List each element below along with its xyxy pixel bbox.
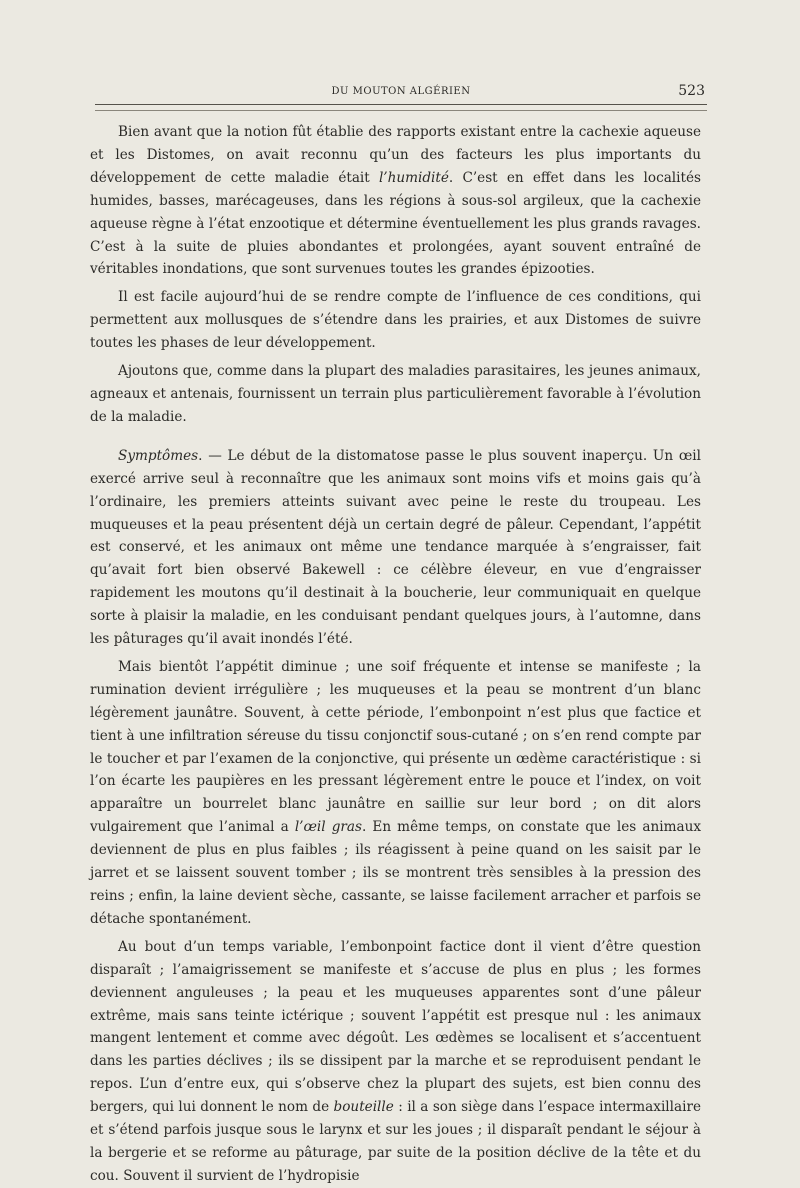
text-run: . C’est en effet dans les localités humides, basses, marécageuses, dans les régions à sous-sol argileux, que la cachexie aqueuse règne à l’état enzootique et détermine éventuellement les plus grands ravages. C’est à la suite de pluies abondantes et prolongées, ayant souvent entraîné de véritables inondations, que sont survenues toutes les grandes épizooties.	[90, 169, 701, 278]
paragraph-symptomes	[90, 445, 701, 651]
text-run: Ajoutons que, comme dans la plupart des maladies parasitaires, les jeunes animaux, agneaux et antenais, fournissent un terrain plus particulièrement favorable à l’évolution de la maladie.	[90, 363, 701, 425]
text-run: : il a son siège dans l’espace intermaxillaire et s’étend parfois jusque sous le larynx et sur les joues ; il disparaît pendant le séjour à la bergerie et se reforme au pâturage, par suite de la position déclive de la tête et du cou. Souvent il survient de l’hydropisie	[90, 1099, 701, 1184]
text-run: . En même temps, on constate que les animaux deviennent de plus en plus faibles ; ils réagissent à peine quand on les saisit par le jarret et se laissent souvent tomber ; ils se montrent très sensibles à la pression des reins ; enfin, la laine devient sèche, cassante, se laisse facilement arracher et parfois se détache spontanément.	[90, 819, 701, 927]
body-text	[90, 121, 701, 1188]
italic-term: l’humidité	[378, 169, 449, 186]
page-number: 523	[678, 83, 705, 99]
text-run: Au bout d’un temps variable, l’embonpoint factice dont il vient d’être question disparaît ; l’amaigrissement se manifeste et s’accuse de plus en plus ; les formes deviennent anguleuses ; la peau et les muqueuses apparentes sont d’une pâleur extrême, mais sans teinte ictérique ; souvent l’appétit est presque nul : les animaux mangent lentement et comme avec dégoût. Les œdèmes se localisent et s’accentuent dans les parties déclives ; ils se dissipent par la marche et se reproduisent pendant le repos. L’un d’entre eux, qui s’observe chez la plupart des sujets, est bien connu des bergers, qui lui donnent le nom de	[90, 938, 701, 1116]
italic-term: Symptômes	[118, 447, 199, 464]
text-run: Bien avant que la notion fût établie des rapports existant entre la cachexie aqueuse et les Distomes, on avait reconnu qu’un des facteurs les plus importants du développement de cette maladie était	[90, 124, 701, 186]
paragraph-mollusques	[90, 286, 701, 355]
text-run: Il est facile aujourd’hui de se rendre compte de l’influence de ces conditions, qui permettent aux mollusques de s’étendre dans les prairies, et aux Distomes de suivre toutes les phases de leur développement.	[90, 289, 701, 352]
page-header	[95, 83, 707, 104]
text-run: Mais bientôt l’appétit diminue ; une soif fréquente et intense se manifeste ; la rumination devient irrégulière ; les muqueuses et la peau se montrent d’un blanc légèrement jaunâtre. Souvent, à cette période, l’embonpoint n’est plus que factice et tient à une infiltration séreuse du tissu conjonctif sous-cutané ; on s’en rend compte par le toucher et par l’examen de la conjonctive, qui présente un œdème caractéristique : si l’on écarte les paupières en les pressant légèrement entre le pouce et l’index, on voit apparaître un bourrelet blanc jaunâtre en saillie sur leur bord ; on dit alors vulgairement que l’animal a	[90, 658, 701, 836]
italic-term: l’œil gras	[294, 819, 362, 836]
text-run: . — Le début de la distomatose passe le plus souvent inaperçu. Un œil exercé arrive seul à reconnaître que les animaux sont moins vifs et moins gais qu’à l’ordinaire, les premiers atteints suivant avec peine le reste du troupeau. Les muqueuses et la peau présentent déjà un certain degré de pâleur. Cependant, l’appétit est conservé, et les animaux ont même une tendance marquée à s’engraisser, fait qu’avait fort bien observé Bakewell : ce célèbre éleveur, en vue d’engraisser rapidement les moutons qu’il destinait à la boucherie, leur communiquait en quelque sorte à plaisir la maladie, en les conduisant pendant quelques jours, à l’automne, dans les pâturages qu’il avait inondés l’été.	[90, 447, 701, 648]
header-rule	[95, 104, 707, 111]
italic-term: bouteille	[333, 1099, 394, 1116]
paragraph-humidite	[90, 121, 701, 281]
paragraph-appetit	[90, 656, 701, 931]
running-title: DU MOUTON ALGÉRIEN	[331, 86, 471, 97]
paragraph-amaigrissement	[90, 936, 701, 1188]
paragraph-jeunes-animaux	[90, 360, 701, 429]
